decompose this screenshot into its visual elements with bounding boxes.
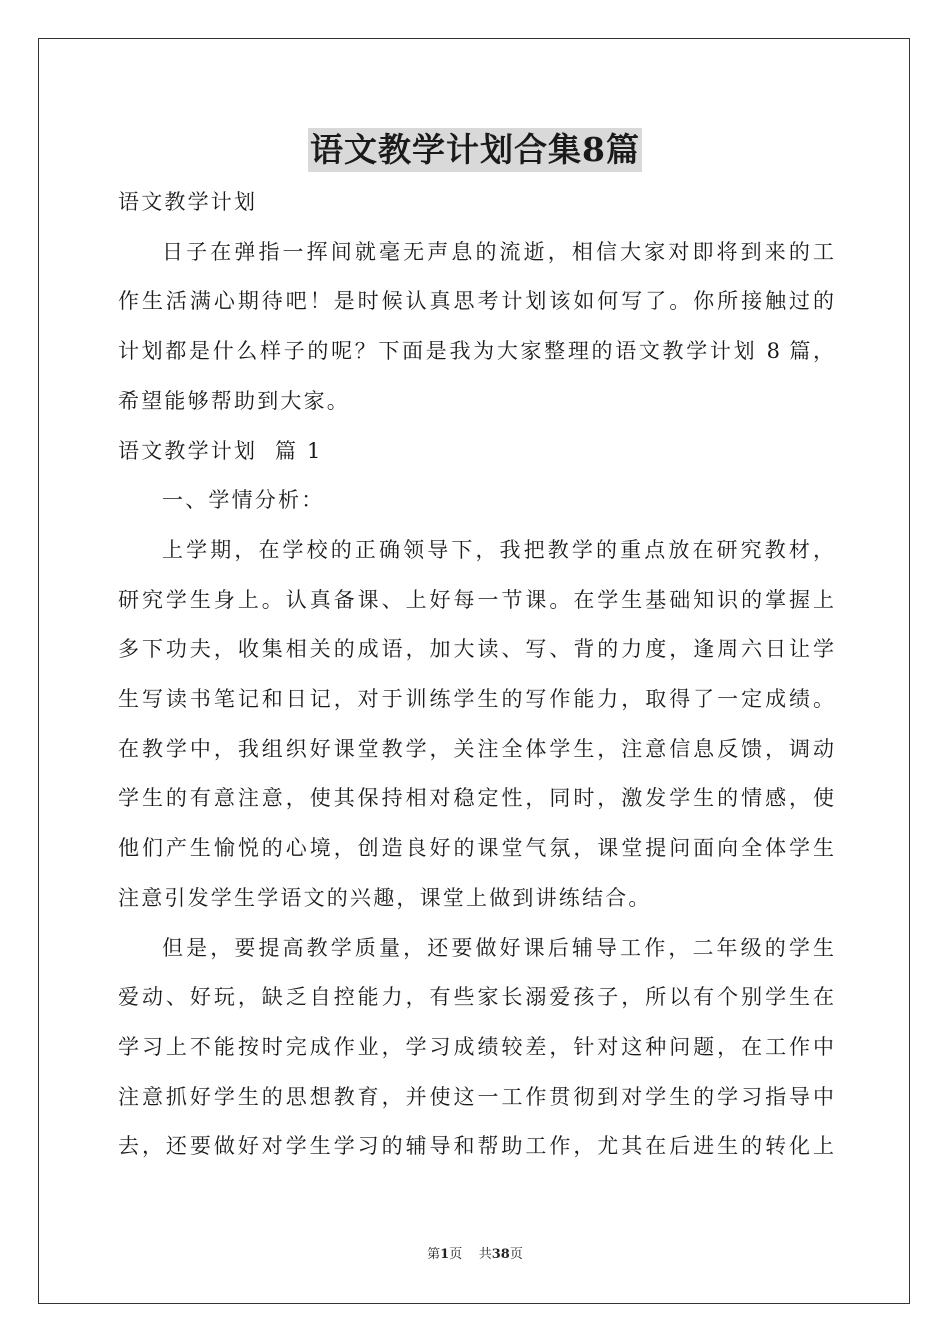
intro-line: 作生活满心期待吧！是时候认真思考计划该如何写了。你所接触过的 — [118, 289, 834, 314]
para1-line: 在教学中，我组织好课堂教学，关注全体学生，注意信息反馈，调动 — [118, 736, 834, 761]
para1-line: 学生的有意注意，使其保持相对稳定性，同时，激发学生的情感，使 — [118, 786, 834, 811]
section-heading: 一、学情分析： — [162, 488, 325, 513]
footer-total-pages: 38 — [491, 1247, 510, 1262]
footer-prefix: 第 — [427, 1247, 441, 1262]
document-body — [118, 178, 834, 1172]
para2-line: 爱动、好玩，缺乏自控能力，有些家长溺爱孩子，所以有个别学生在 — [118, 985, 834, 1010]
page-footer — [0, 1246, 950, 1264]
intro-line: 希望能够帮助到大家。 — [118, 388, 350, 413]
para2-line: 但是，要提高教学质量，还要做好课后辅导工作，二年级的学生 — [162, 935, 834, 960]
title-wrap — [0, 128, 950, 172]
para1-line: 生写读书笔记和日记，对于训练学生的写作能力，取得了一定成绩。 — [118, 687, 834, 712]
intro-line: 计划都是什么样子的呢？下面是我为大家整理的语文教学计划 8 篇， — [118, 339, 834, 364]
para1-line: 研究学生身上。认真备课、上好每一节课。在学生基础知识的掌握上 — [118, 587, 834, 612]
footer-mid: 页 共 — [449, 1247, 492, 1262]
para1-line: 上学期，在学校的正确领导下，我把教学的重点放在研究教材， — [162, 537, 834, 562]
heading-plan: 语文教学计划 — [118, 190, 258, 214]
footer-suffix: 页 — [509, 1247, 523, 1262]
para1-line: 注意引发学生学语文的兴趣，课堂上做到讲练结合。 — [118, 885, 652, 910]
para2-line: 去，还要做好对学生学习的辅导和帮助工作，尤其在后进生的转化上 — [118, 1134, 834, 1159]
para1-line: 多下功夫，收集相关的成语，加大读、写、背的力度，逢周六日让学 — [118, 637, 834, 662]
para1-line: 他们产生愉悦的心境，创造良好的课堂气氛，课堂提问面向全体学生 — [118, 836, 834, 861]
para2-line: 注意抓好学生的思想教育，并使这一工作贯彻到对学生的学习指导中 — [118, 1084, 834, 1109]
intro-line: 日子在弹指一挥间就毫无声息的流逝，相信大家对即将到来的工 — [162, 239, 834, 264]
footer-page-number: 1 — [440, 1247, 450, 1262]
heading-section-1: 语文教学计划 篇 1 — [118, 438, 323, 463]
para2-line: 学习上不能按时完成作业，学习成绩较差，针对这种问题，在工作中 — [118, 1034, 834, 1059]
document-title: 语文教学计划合集8篇 — [308, 128, 642, 172]
